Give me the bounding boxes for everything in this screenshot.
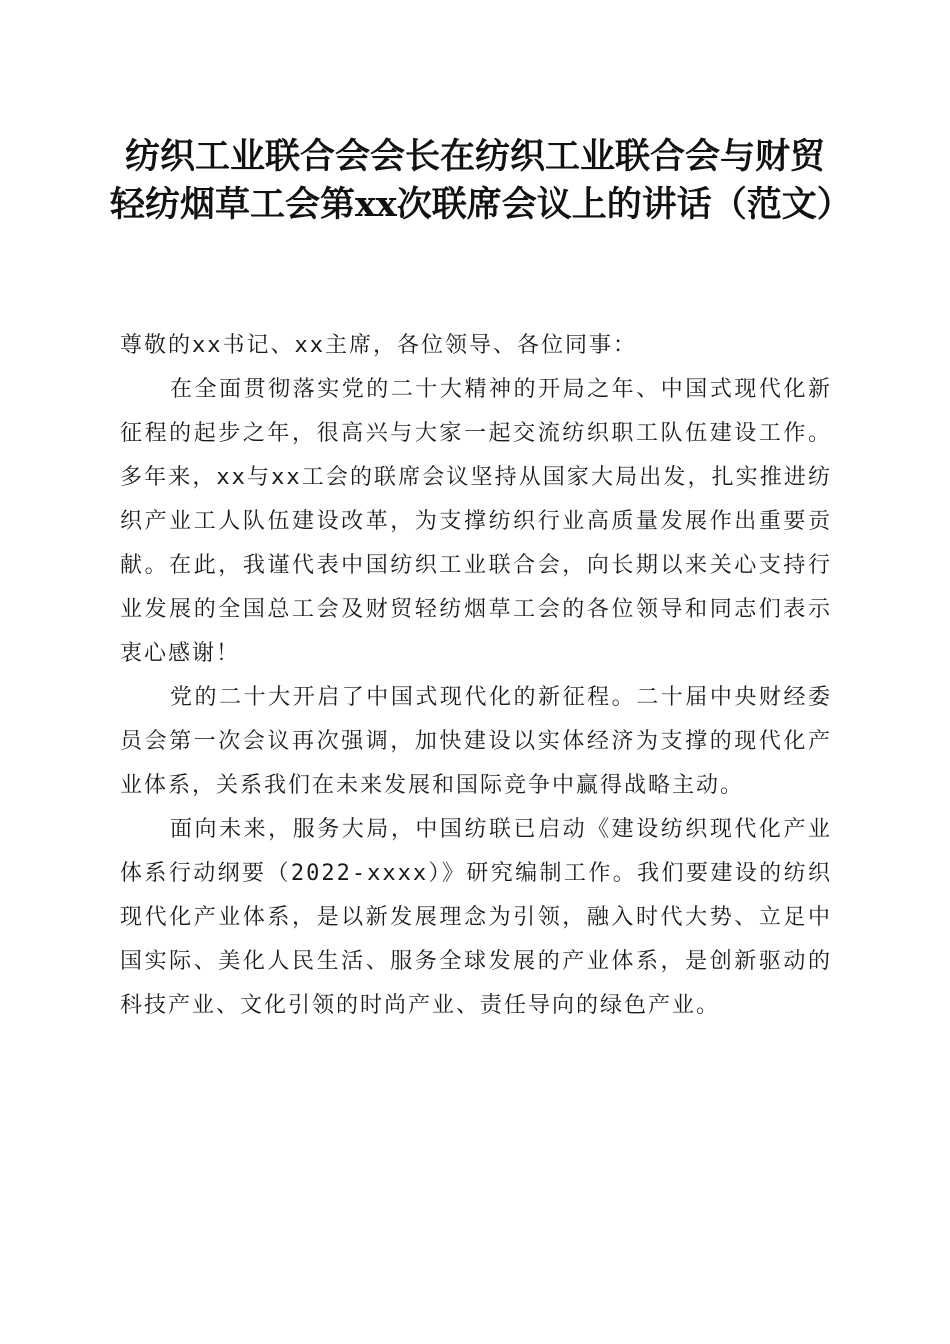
paragraph-3: 面向未来，服务大局，中国纺联已启动《建设纺织现代化产业体系行动纲要（2022-xxxx）》研究编制工作。我们要建设的纺织现代化产业体系，是以新发展理念为引领，融入时代大势、立足中国实际、美化人民生活、服务全球发展的产业体系，是创新驱动的科技产业、文化引领的时尚产业、责任导向的绿色产业。 (120, 817, 832, 1018)
salutation: 尊敬的xx书记、xx主席，各位领导、各位同事： (120, 333, 637, 358)
document-title: 纺织工业联合会会长在纺织工业联合会与财贸轻纺烟草工会第xx次联席会议上的讲话（范文） (110, 136, 852, 225)
paragraph-1: 在全面贯彻落实党的二十大精神的开局之年、中国式现代化新征程的起步之年，很高兴与大家一起交流纺织职工队伍建设工作。多年来，xx与xx工会的联席会议坚持从国家大局出发，扎实推进纺织产业工人队伍建设改革，为支撑纺织行业高质量发展作出重要贡献。在此，我谨代表中国纺织工业联合会，向长期以来关心支持行业发展的全国总工会及财贸轻纺烟草工会的各位领导和同志们表示衷心感谢！ (120, 377, 832, 666)
paragraph-2: 党的二十大开启了中国式现代化的新征程。二十届中央财经委员会第一次会议再次强调，加快建设以实体经济为支撑的现代化产业体系，关系我们在未来发展和国际竞争中赢得战略主动。 (120, 685, 832, 798)
document-body (120, 324, 832, 1028)
